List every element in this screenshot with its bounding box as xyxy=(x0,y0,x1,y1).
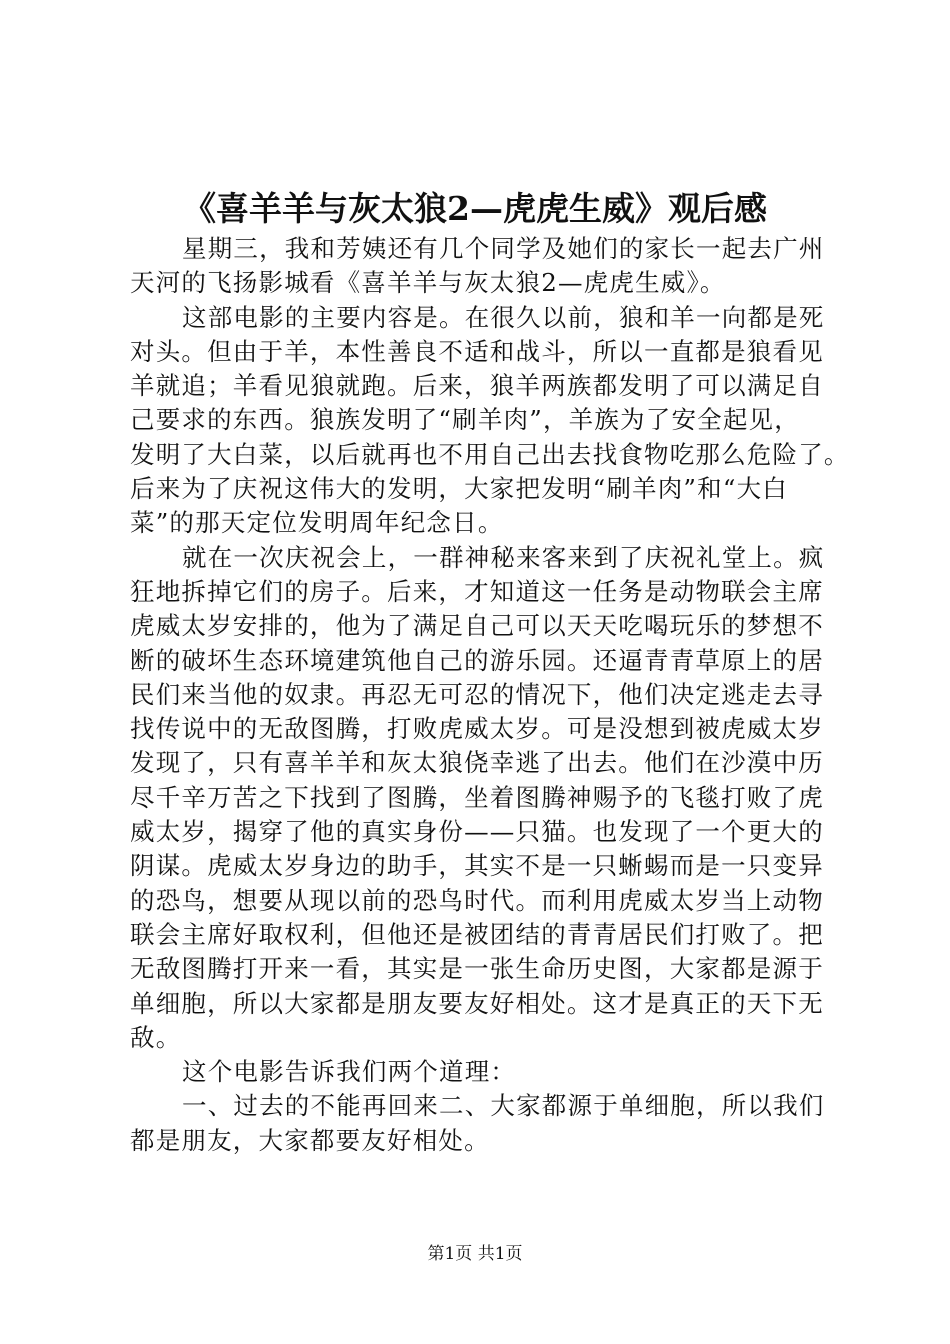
body-line: 菜”的那天定位发明周年纪念日。 xyxy=(130,508,504,538)
body-line: 发明了大白菜，以后就再也不用自己出去找食物吃那么危险了。 xyxy=(130,439,850,469)
body-line: 的恐鸟，想要从现以前的恐鸟时代。而利用虎威太岁当上动物 xyxy=(130,885,824,915)
document-title: 《喜羊羊与灰太狼2—虎虎生威》观后感 xyxy=(183,189,767,228)
body-line: 虎威太岁安排的，他为了满足自己可以天天吃喝玩乐的梦想不 xyxy=(130,611,824,641)
body-line: 就在一次庆祝会上，一群神秘来客来到了庆祝礼堂上。疯 xyxy=(182,542,825,572)
body-line: 星期三，我和芳姨还有几个同学及她们的家长一起去广州 xyxy=(182,234,825,263)
body-line: 羊就追；羊看见狼就跑。后来，狼羊两族都发明了可以满足自 xyxy=(130,371,824,401)
body-line: 这部电影的主要内容是。在很久以前，狼和羊一向都是死 xyxy=(182,302,825,332)
body-line: 民们来当他的奴隶。再忍无可忍的情况下，他们决定逃走去寻 xyxy=(130,679,824,709)
body-line: 都是朋友，大家都要友好相处。 xyxy=(130,1125,490,1155)
body-line: 这个电影告诉我们两个道理： xyxy=(182,1057,517,1087)
body-line: 找传说中的无敌图腾，打败虎威太岁。可是没想到被虎威太岁 xyxy=(130,714,824,744)
body-line: 威太岁，揭穿了他的真实身份——只猫。也发现了一个更大的 xyxy=(130,817,824,847)
body-line: 后来为了庆祝这伟大的发明，大家把发明“刷羊肉”和“大白 xyxy=(130,474,788,504)
body-line: 天河的飞扬影城看《喜羊羊与灰太狼2—虎虎生威》。 xyxy=(130,268,726,298)
body-line: 单细胞，所以大家都是朋友要友好相处。这才是真正的天下无 xyxy=(130,988,824,1018)
body-line: 断的破坏生态环境建筑他自己的游乐园。还逼青青草原上的居 xyxy=(130,645,824,675)
body-line: 一、过去的不能再回来二、大家都源于单细胞，所以我们 xyxy=(182,1091,825,1121)
body-line: 无敌图腾打开来一看，其实是一张生命历史图，大家都是源于 xyxy=(130,954,824,984)
body-line: 联会主席好取权利，但他还是被团结的青青居民们打败了。把 xyxy=(130,919,824,949)
body-line: 阴谋。虎威太岁身边的助手，其实不是一只蜥蜴而是一只变异 xyxy=(130,851,824,881)
body-line: 狂地拆掉它们的房子。后来，才知道这一任务是动物联会主席 xyxy=(130,576,824,606)
page-footer: 第1页 共1页 xyxy=(427,1244,523,1264)
body-line: 敌。 xyxy=(130,1022,182,1052)
body-line: 尽千辛万苦之下找到了图腾，坐着图腾神赐予的飞毯打败了虎 xyxy=(130,782,824,812)
document-body xyxy=(130,232,850,1158)
body-line: 对头。但由于羊，本性善良不适和战斗，所以一直都是狼看见 xyxy=(130,336,824,366)
body-line: 己要求的东西。狼族发明了“刷羊肉”，羊族为了安全起见， xyxy=(130,405,800,435)
body-line: 发现了，只有喜羊羊和灰太狼侥幸逃了出去。他们在沙漠中历 xyxy=(130,748,824,778)
